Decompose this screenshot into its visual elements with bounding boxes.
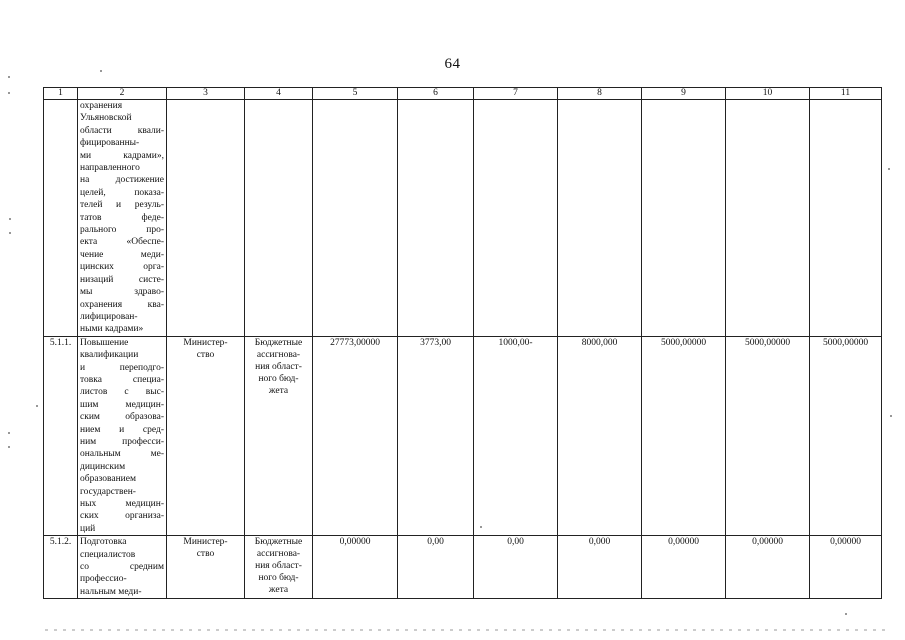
header-cell: 8: [558, 88, 642, 100]
row-year-value: 0,00: [474, 536, 558, 599]
scan-speck: [9, 232, 11, 234]
row-name-line: и переподго-: [80, 362, 164, 373]
row-name-line: ским образова-: [80, 412, 164, 423]
scan-speck: [36, 405, 38, 407]
table-row: [44, 336, 882, 536]
source-line: Бюджетные: [254, 337, 303, 348]
executor-line: ство: [196, 349, 215, 360]
row-year-value: 5000,00000: [642, 336, 726, 536]
row-name-line: ными кадрами»: [80, 324, 144, 335]
row-name-line: профессио-: [80, 574, 127, 585]
row-name: [78, 336, 167, 536]
scan-speck: [9, 218, 11, 220]
row-total: 27773,00000: [313, 336, 398, 536]
header-cell: 7: [474, 88, 558, 100]
scan-speck: [8, 92, 10, 94]
executor-line: Министер-: [183, 337, 228, 348]
row-index: [44, 100, 78, 337]
row-executor: [167, 336, 245, 536]
row-year-value: [726, 100, 810, 337]
executor-line: ство: [196, 549, 215, 560]
row-year-value: [558, 100, 642, 337]
table-row: [44, 100, 882, 337]
row-year-value: 0,00000: [726, 536, 810, 599]
row-name: [78, 536, 167, 599]
row-year-value: 5000,00000: [810, 336, 882, 536]
row-name-line: Ульяновской: [80, 113, 132, 124]
row-year-value: 8000,000: [558, 336, 642, 536]
header-cell: 5: [313, 88, 398, 100]
row-name-line: охранения: [80, 101, 123, 111]
row-source: [245, 336, 313, 536]
budget-table: [43, 87, 882, 599]
row-year-value: 0,000: [558, 536, 642, 599]
row-name-line: специалистов: [80, 549, 136, 560]
row-year-value: 0,00000: [810, 536, 882, 599]
executor-line: Министер-: [183, 537, 228, 548]
row-total: [313, 100, 398, 337]
header-cell: 2: [78, 88, 167, 100]
row-name-line: нием и сред-: [80, 424, 164, 435]
row-year-value: 3773,00: [398, 336, 474, 536]
source-line: ния област-: [255, 561, 302, 572]
scan-edge-noise: [45, 629, 885, 631]
row-year-value: 1000,00-: [474, 336, 558, 536]
row-executor: [167, 100, 245, 337]
scan-speck: [888, 168, 890, 170]
row-year-value: 0,00: [398, 536, 474, 599]
source-line: Бюджетные: [254, 537, 303, 548]
row-year-value: [642, 100, 726, 337]
row-name-line: целей, показа-: [80, 187, 164, 198]
row-name-line: ми кадрами»,: [80, 150, 164, 161]
row-name-line: нальным меди-: [80, 586, 142, 597]
row-name-line: рального про-: [80, 225, 164, 236]
header-cell: 3: [167, 88, 245, 100]
source-line: ассигнова-: [256, 349, 301, 360]
page-number: 64: [444, 56, 461, 72]
row-name-line: листов с выс-: [80, 387, 164, 398]
row-name-line: шим медицин-: [80, 399, 164, 410]
header-cell: 9: [642, 88, 726, 100]
row-index: 5.1.1.: [44, 336, 78, 536]
row-source: [245, 100, 313, 337]
scan-speck: [480, 526, 482, 528]
scan-speck: [8, 446, 10, 448]
source-line: ассигнова-: [256, 549, 301, 560]
row-name-line: товка специа-: [80, 374, 164, 385]
header-cell: 6: [398, 88, 474, 100]
row-name-line: фицированны-: [80, 138, 140, 149]
header-cell: 4: [245, 88, 313, 100]
row-name-line: лифицирован-: [80, 311, 138, 322]
row-name-line: на достижение: [80, 175, 164, 186]
row-name-line: ним професси-: [80, 436, 164, 447]
row-year-value: [810, 100, 882, 337]
row-total: 0,00000: [313, 536, 398, 599]
row-name-line: цинских орга-: [80, 262, 164, 273]
row-index: 5.1.2.: [44, 536, 78, 599]
source-line: ного бюд-: [258, 373, 299, 384]
row-name-line: дицинским: [80, 461, 126, 472]
row-name-line: мы здраво-: [80, 287, 164, 298]
source-line: жета: [268, 385, 289, 396]
row-name-line: татов феде-: [80, 212, 164, 223]
row-name-line: ональным ме-: [80, 449, 164, 460]
scan-speck: [890, 415, 892, 417]
scan-speck: [8, 76, 10, 78]
row-name-line: ских организа-: [80, 511, 164, 522]
row-name-line: чение меди-: [80, 249, 164, 260]
source-line: жета: [268, 585, 289, 596]
row-name-line: со средним: [80, 562, 164, 573]
row-name-line: образованием: [80, 474, 136, 485]
row-name: [78, 100, 167, 337]
row-name-line: телей и резуль-: [80, 200, 164, 211]
row-name-line: низаций систе-: [80, 274, 164, 285]
header-cell: 10: [726, 88, 810, 100]
row-name-line: ций: [80, 523, 96, 534]
scan-speck: [100, 70, 102, 72]
row-name-line: екта «Обеспе-: [80, 237, 164, 248]
source-line: ного бюд-: [258, 573, 299, 584]
header-cell: 1: [44, 88, 78, 100]
header-cell: 11: [810, 88, 882, 100]
header-row: [44, 88, 882, 100]
row-name-line: Подготовка: [80, 537, 127, 548]
row-name-line: ных медицин-: [80, 499, 164, 509]
row-name-line: охранения ква-: [80, 299, 164, 310]
source-line: ния област-: [255, 361, 302, 372]
scan-speck: [845, 613, 847, 615]
row-source: [245, 536, 313, 599]
row-executor: [167, 536, 245, 599]
scan-speck: [8, 432, 10, 434]
row-year-value: [398, 100, 474, 337]
row-year-value: [474, 100, 558, 337]
row-year-value: 0,00000: [642, 536, 726, 599]
row-year-value: 5000,00000: [726, 336, 810, 536]
row-name-line: государствен-: [80, 486, 136, 497]
row-name-line: Повышение: [80, 337, 129, 348]
table-row: [44, 536, 882, 599]
row-name-line: квалификации: [80, 350, 139, 361]
row-name-line: области квали-: [80, 125, 164, 136]
row-name-line: направленного: [80, 163, 140, 174]
